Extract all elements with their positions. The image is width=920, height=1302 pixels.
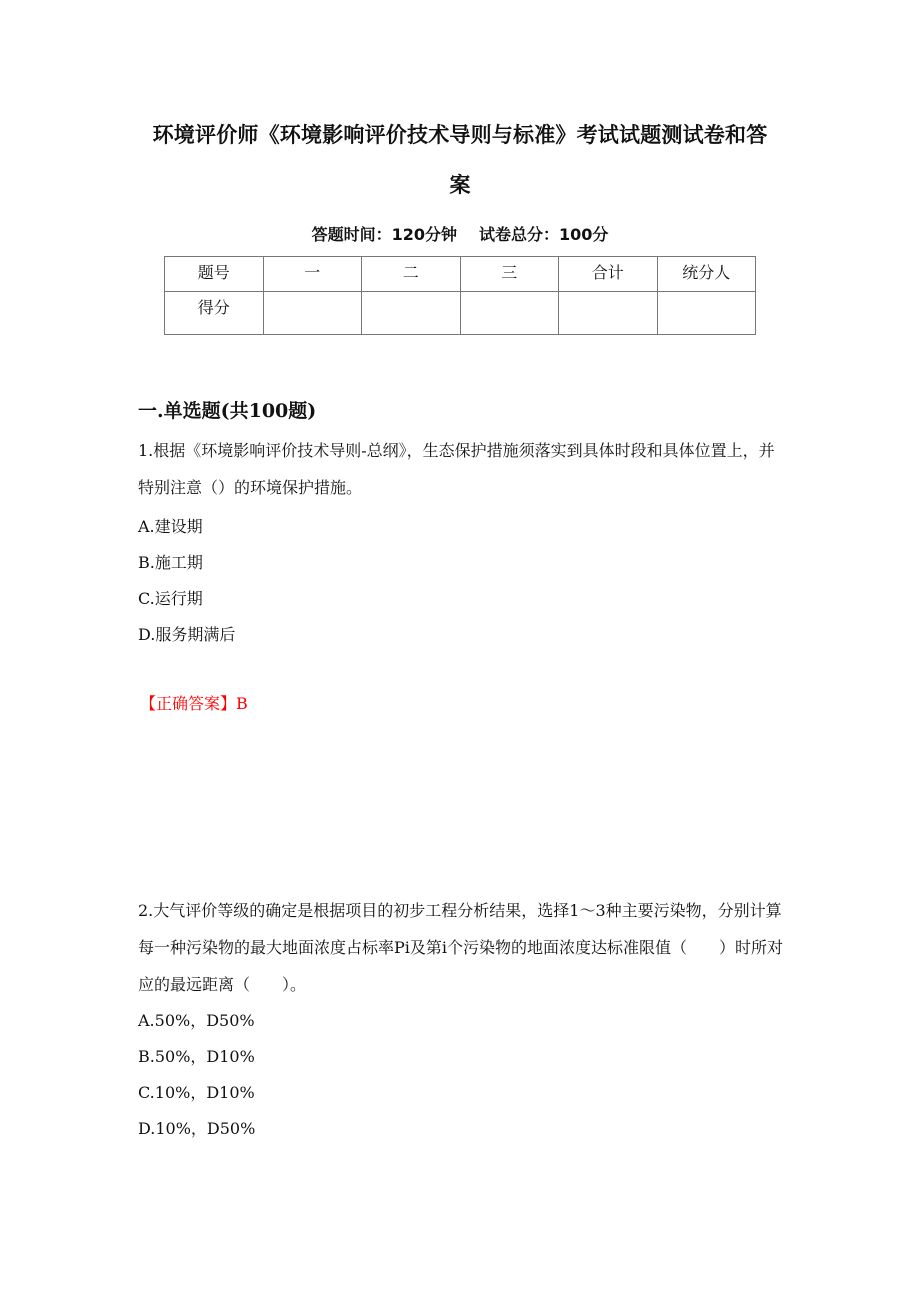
score-table-header-cell: 统分人 (657, 257, 756, 292)
question-2-option-c: C.10%，D10% (138, 1083, 255, 1102)
document-title-line2: 案 (449, 173, 471, 197)
exam-meta (160, 222, 760, 245)
document-title-line1: 环境评价师《环境影响评价技术导则与标准》考试试题测试卷和答 (152, 123, 768, 147)
score-table (164, 256, 756, 335)
score-cell (460, 292, 559, 335)
question-1-answer: 【正确答案】B (140, 694, 248, 713)
score-table-header-cell: 二 (362, 257, 461, 292)
score-table-header-cell: 题号 (165, 257, 264, 292)
score-table-header-cell: 一 (263, 257, 362, 292)
score-cell (362, 292, 461, 335)
question-1-option-d: D.服务期满后 (138, 625, 236, 644)
question-1-text: 1.根据《环境影响评价技术导则-总纲》，生态保护措施须落实到具体时段和具体位置上，并特别注意（）的环境保护措施。 (138, 441, 775, 497)
question-1-option-b: B.施工期 (138, 553, 203, 572)
score-cell (657, 292, 756, 335)
score-table-header-row (165, 257, 756, 292)
score-table-header-cell: 三 (460, 257, 559, 292)
section-heading: 一.单选题(共100题) (138, 400, 317, 422)
score-row-label: 得分 (165, 292, 264, 335)
score-cell (263, 292, 362, 335)
question-2-option-b: B.50%，D10% (138, 1047, 255, 1066)
score-table-score-row (165, 292, 756, 335)
score-cell (559, 292, 658, 335)
question-2-text: 2.大气评价等级的确定是根据项目的初步工程分析结果，选择1～3种主要污染物，分别计算每一种污染物的最大地面浓度占标率Pi及第i个污染物的地面浓度达标准限值（ ）时所对应的最远距离（ ）。 (138, 901, 784, 994)
total-score: 试卷总分：100分 (479, 225, 609, 244)
question-1-option-c: C.运行期 (138, 589, 203, 608)
score-table-header-cell: 合计 (559, 257, 658, 292)
question-1-option-a: A.建设期 (138, 517, 203, 536)
exam-time: 答题时间：120分钟 (311, 225, 457, 244)
question-2-option-d: D.10%，D50% (138, 1119, 256, 1138)
question-2-option-a: A.50%，D50% (138, 1011, 255, 1030)
